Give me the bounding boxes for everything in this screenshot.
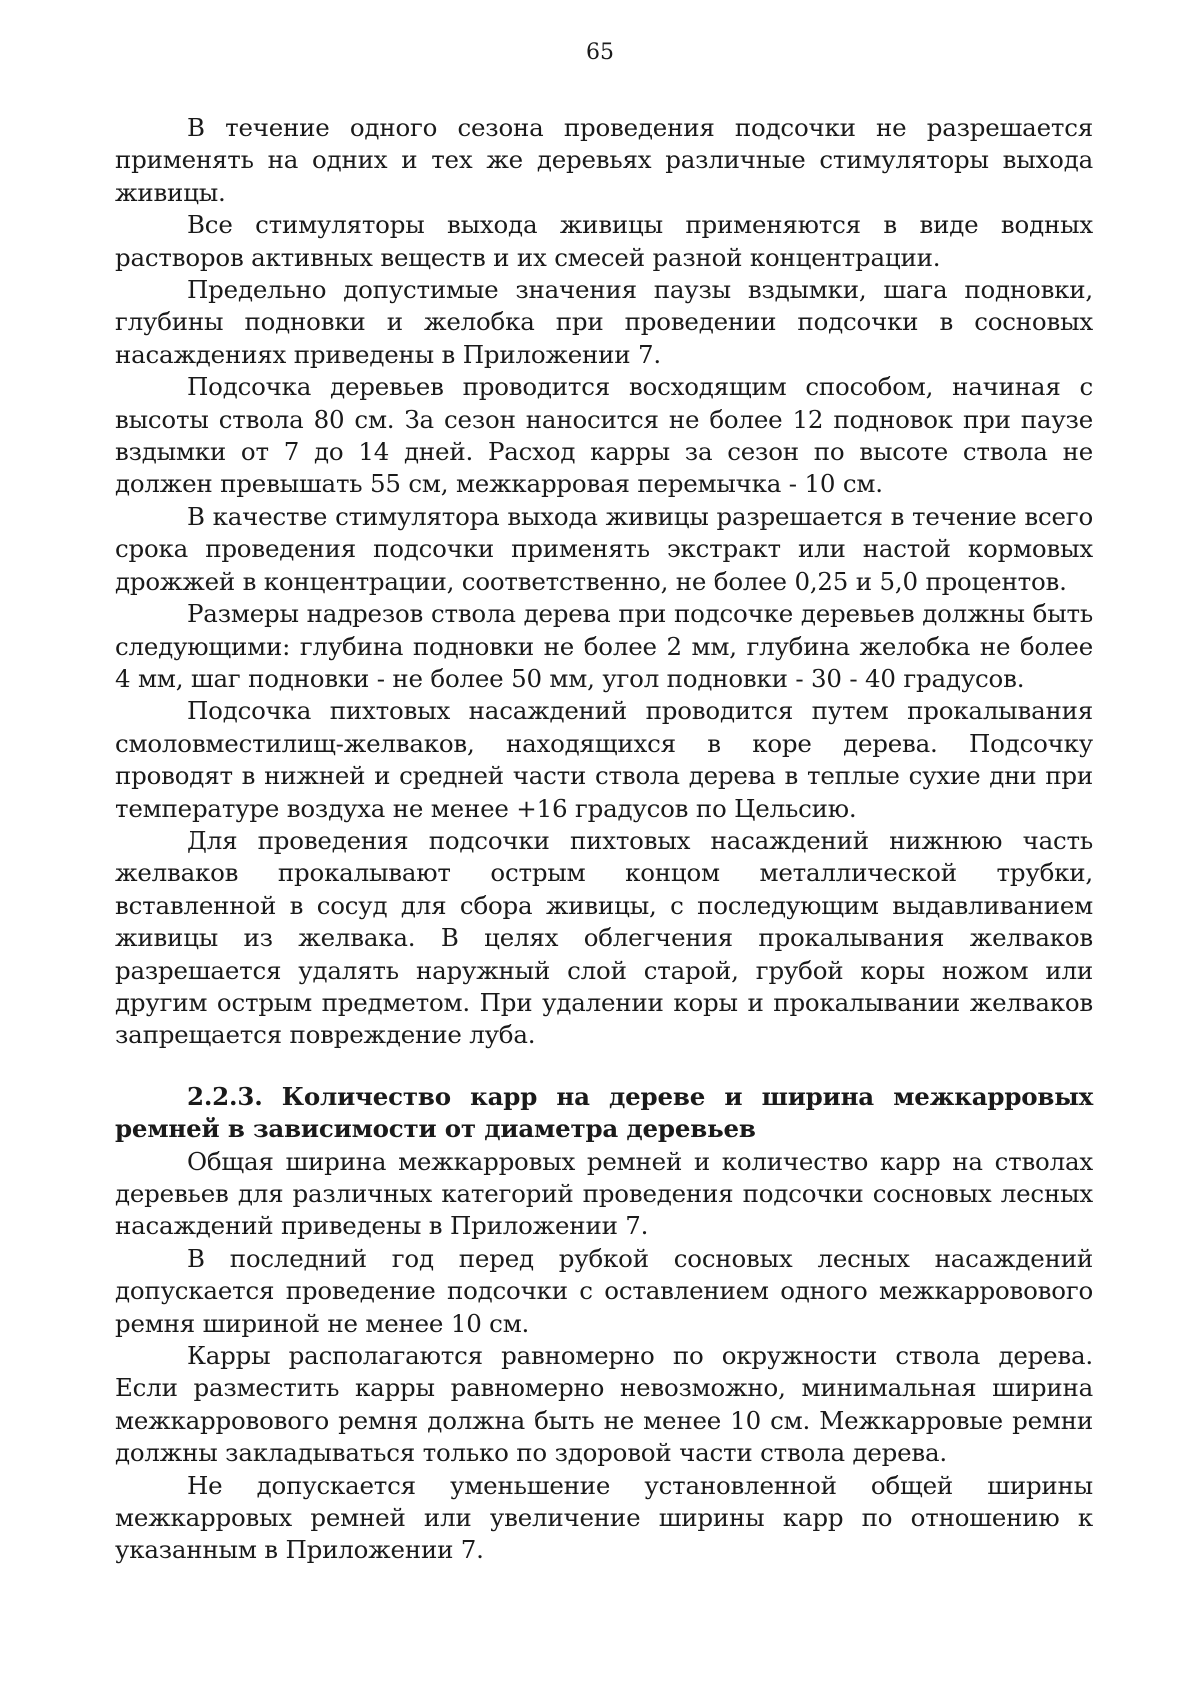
page-number: 65: [586, 40, 614, 65]
paragraph-yeast-stimulator: В качестве стимулятора выхода живицы разрешается в течение всего срока проведения подсочки применять экстракт или настой кормовых дрожжей в концентрации, соответственно, не более 0,25 и 5,0 процентов.: [115, 501, 1093, 596]
paragraph-last-year: В последний год перед рубкой сосновых лесных насаждений допускается проведение подсочки с оставлением одного межкарровового ремня шириной не менее 10 см.: [115, 1243, 1093, 1338]
paragraph-cut-dimensions: Размеры надрезов ствола дерева при подсочке деревьев должны быть следующими: глубина подновки не более 2 мм, глубина желобка не более 4 мм, шаг подновки - не более 50 мм, угол подновки - 30 - 40 градусов.: [115, 599, 1093, 693]
body-text: [115, 112, 1093, 1567]
paragraph-total-width: Общая ширина межкарровых ремней и количество карр на стволах деревьев для различных категорий проведения подсочки сосновых лесных насаждений приведены в Приложении 7.: [115, 1146, 1093, 1241]
paragraph-fir-tapping: Подсочка пихтовых насаждений проводится путем прокалывания смоловместилищ-желваков, находящихся в коре дерева. Подсочку проводят в нижней и средней части ствола дерева в теплые сухие дни при температуре воздуха не менее +16 градусов по Цельсию.: [115, 696, 1093, 823]
paragraph-stimulator-solutions: Все стимуляторы выхода живицы применяются в виде водных растворов активных веществ и их смесей разной концентрации.: [115, 210, 1093, 272]
paragraph-limit-values: Предельно допустимые значения паузы вздымки, шага подновки, глубины подновки и желобка при проведении подсочки в сосновых насаждениях приведены в Приложении 7.: [115, 275, 1093, 369]
section-heading: 2.2.3. Количество карр на дереве и ширина межкарровых ремней в зависимости от диаметра деревьев: [115, 1081, 1093, 1144]
paragraph-stimulator-restriction: В течение одного сезона проведения подсочки не разрешается применять на одних и тех же деревьях различные стимуляторы выхода живицы.: [115, 113, 1093, 207]
paragraph-ascending-method: Подсочка деревьев проводится восходящим способом, начиная с высоты ствола 80 см. За сезон наносится не более 12 подновок при паузе вздымки от 7 до 14 дней. Расход карры за сезон по высоте ствола не должен превышать 55 см, межкарровая перемычка - 10 см.: [115, 372, 1093, 499]
paragraph-fir-procedure: Для проведения подсочки пихтовых насаждений нижнюю часть желваков прокалывают острым концом металлической трубки, вставленной в сосуд для сбора живицы, с последующим выдавливанием живицы из желвака. В целях облегчения прокалывания желваков разрешается удалять наружный слой старой, грубой коры ножом или другим острым предметом. При удалении коры и прокалывании желваков запрещается повреждение луба.: [115, 825, 1093, 1050]
paragraph-no-reduction: Не допускается уменьшение установленной общей ширины межкарровых ремней или увеличение ширины карр по отношению к указанным в Приложении 7.: [115, 1470, 1093, 1565]
paragraph-uniform-placement: Карры располагаются равномерно по окружности ствола дерева. Если разместить карры равномерно невозможно, минимальная ширина межкарровового ремня должна быть не менее 10 см. Межкарровые ремни должны закладываться только по здоровой части ствола дерева.: [115, 1341, 1093, 1468]
